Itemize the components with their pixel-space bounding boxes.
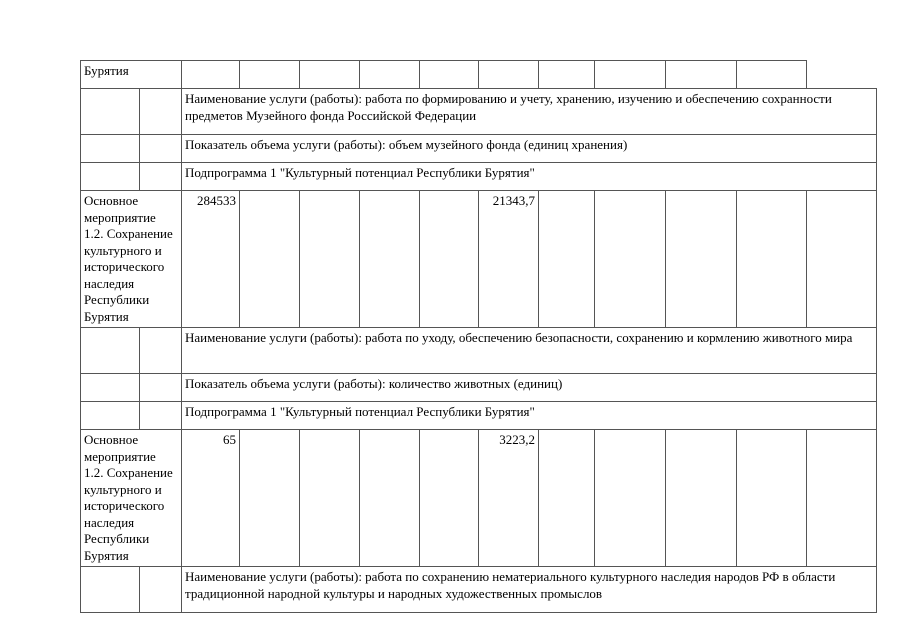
table-row	[81, 135, 877, 163]
cell	[140, 402, 182, 430]
table-row	[81, 430, 877, 567]
table-row	[81, 374, 877, 402]
cell	[595, 61, 666, 89]
cell	[360, 430, 420, 567]
finance-value: 21343,7	[479, 191, 539, 328]
cell	[140, 567, 182, 613]
volume-value: 284533	[182, 191, 240, 328]
cell	[81, 567, 140, 613]
cell	[360, 191, 420, 328]
cell	[539, 61, 595, 89]
cell	[140, 135, 182, 163]
table-row	[81, 89, 877, 135]
event-label: Основное мероприятие 1.2. Сохранение культурного и исторического наследия Республики Бурятия	[81, 430, 182, 567]
cell	[81, 328, 140, 374]
cell	[300, 430, 360, 567]
cell	[539, 191, 595, 328]
table-row	[81, 328, 877, 374]
cell	[81, 374, 140, 402]
cell	[666, 61, 737, 89]
finance-value: 3223,2	[479, 430, 539, 567]
cell	[140, 328, 182, 374]
volume-value: 65	[182, 430, 240, 567]
subprogram-title: Подпрограмма 1 "Культурный потенциал Республики Бурятия"	[182, 402, 877, 430]
cell	[140, 89, 182, 135]
cell	[140, 374, 182, 402]
cell	[737, 61, 807, 89]
service-name: Наименование услуги (работы): работа по уходу, обеспечению безопасности, сохранению и кормлению животного мира	[182, 328, 877, 374]
cell	[807, 191, 877, 328]
cell	[479, 61, 539, 89]
cell	[81, 402, 140, 430]
cell	[595, 430, 666, 567]
event-label: Основное мероприятие 1.2. Сохранение культурного и исторического наследия Республики Бурятия	[81, 191, 182, 328]
subprogram-title: Подпрограмма 1 "Культурный потенциал Республики Бурятия"	[182, 163, 877, 191]
cell	[539, 430, 595, 567]
cell	[240, 430, 300, 567]
table-row	[81, 163, 877, 191]
cell	[666, 430, 737, 567]
service-name: Наименование услуги (работы): работа по формированию и учету, хранению, изучению и обеспечению сохранности предметов Музейного фонда Российской Федерации	[182, 89, 877, 135]
service-name: Наименование услуги (работы): работа по сохранению нематериального культурного наследия народов РФ в области традиционной народной культуры и народных художественных промыслов	[182, 567, 877, 613]
cell	[737, 430, 807, 567]
cell	[420, 430, 479, 567]
row-label: Бурятия	[81, 61, 182, 89]
table-row	[81, 61, 877, 89]
cell	[140, 163, 182, 191]
volume-indicator: Показатель объема услуги (работы): объем музейного фонда (единиц хранения)	[182, 135, 877, 163]
cell	[240, 61, 300, 89]
cell	[81, 163, 140, 191]
cell	[420, 61, 479, 89]
cell	[240, 191, 300, 328]
cell	[420, 191, 479, 328]
cell	[300, 191, 360, 328]
cell	[360, 61, 420, 89]
cell	[81, 135, 140, 163]
cell	[666, 191, 737, 328]
cell	[300, 61, 360, 89]
cell	[595, 191, 666, 328]
cell	[737, 191, 807, 328]
volume-indicator: Показатель объема услуги (работы): количество животных (единиц)	[182, 374, 877, 402]
cell	[81, 89, 140, 135]
services-table	[80, 60, 877, 613]
table-row	[81, 567, 877, 613]
table-row	[81, 402, 877, 430]
table-row	[81, 191, 877, 328]
cell	[182, 61, 240, 89]
cell	[807, 430, 877, 567]
